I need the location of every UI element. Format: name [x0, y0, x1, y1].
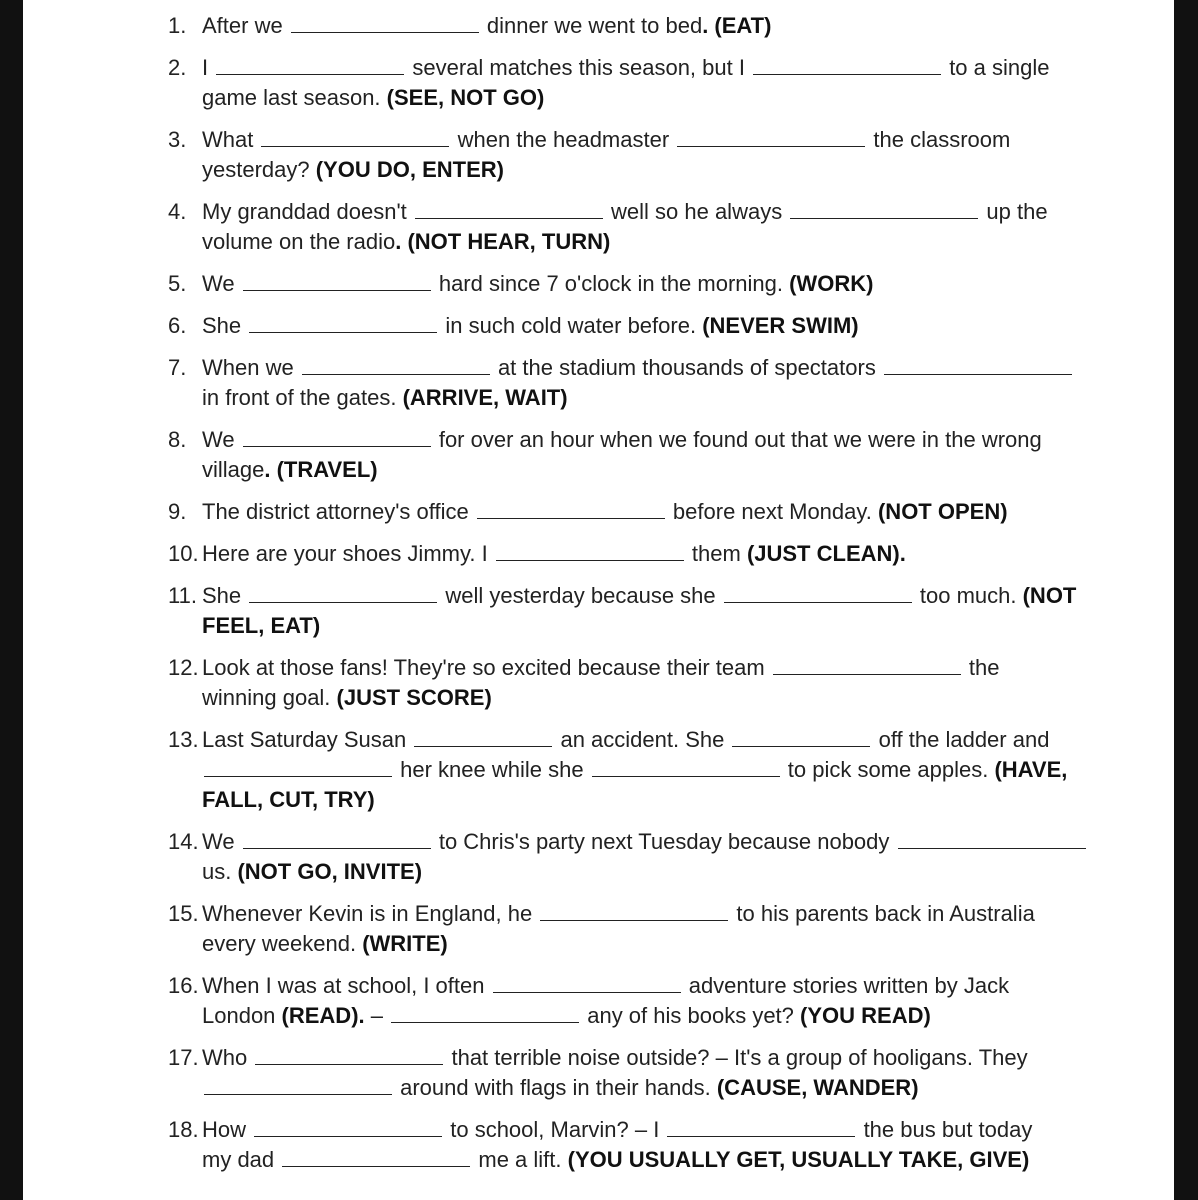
sentence-text: How: [202, 1117, 253, 1142]
exercise-item: [168, 581, 1088, 641]
item-number: 8.: [168, 427, 187, 452]
exercise-list: [168, 11, 1088, 1187]
verb-hint: (WRITE): [362, 931, 448, 956]
item-line: [202, 683, 1088, 713]
item-line: [202, 611, 1088, 641]
verb-hint: (JUST SCORE): [336, 685, 492, 710]
sentence-text: that terrible noise outside? – It's a group of hooligans. They: [445, 1045, 1028, 1070]
answer-blank[interactable]: [261, 126, 449, 147]
sentence-text: to his parents back in Australia: [730, 901, 1035, 926]
verb-hint: . (EAT): [702, 13, 772, 38]
sentence-text: game last season.: [202, 85, 387, 110]
sentence-text: volume on the radio: [202, 229, 396, 254]
item-line: [202, 857, 1088, 887]
exercise-item: [168, 353, 1088, 413]
verb-hint: . (TRAVEL): [264, 457, 378, 482]
item-line: [202, 353, 1088, 383]
sentence-text: in front of the gates.: [202, 385, 403, 410]
item-line: [202, 929, 1088, 959]
sentence-text: She: [202, 313, 248, 338]
answer-blank[interactable]: [592, 756, 780, 777]
exercise-item: [168, 197, 1088, 257]
verb-hint: (JUST CLEAN).: [746, 541, 906, 566]
item-line: [202, 497, 1088, 527]
sentence-text: her knee while she: [394, 757, 590, 782]
answer-blank[interactable]: [773, 654, 961, 675]
exercise-item: [168, 899, 1088, 959]
answer-blank[interactable]: [477, 498, 665, 519]
exercise-item: [168, 425, 1088, 485]
sentence-text: What: [202, 127, 260, 152]
item-number: 18.: [168, 1117, 199, 1142]
answer-blank[interactable]: [414, 726, 552, 747]
sentence-text: to Chris's party next Tuesday because nobody: [432, 829, 896, 854]
answer-blank[interactable]: [282, 1146, 470, 1167]
verb-hint: (YOU USUALLY GET, USUALLY TAKE, GIVE): [567, 1147, 1030, 1172]
answer-blank[interactable]: [255, 1044, 443, 1065]
item-number: 11.: [168, 583, 197, 608]
item-line: [202, 653, 1088, 683]
item-line: [202, 455, 1088, 485]
answer-blank[interactable]: [291, 12, 479, 33]
sentence-text: London: [202, 1003, 282, 1028]
sentence-text: I: [202, 55, 215, 80]
item-number: 14.: [168, 829, 199, 854]
item-line: [202, 11, 1088, 41]
item-line: [202, 971, 1088, 1001]
answer-blank[interactable]: [243, 426, 431, 447]
item-line: [202, 83, 1088, 113]
verb-hint: (NEVER SWIM): [702, 313, 859, 338]
sentence-text: to a single: [943, 55, 1050, 80]
sentence-text: several matches this season, but I: [406, 55, 752, 80]
item-line: [202, 197, 1088, 227]
verb-hint: FALL, CUT, TRY): [202, 787, 375, 812]
answer-blank[interactable]: [884, 354, 1072, 375]
verb-hint: (HAVE,: [994, 757, 1068, 782]
verb-hint: . (NOT HEAR, TURN): [395, 229, 611, 254]
sentence-text: off the ladder and: [872, 727, 1050, 752]
answer-blank[interactable]: [249, 312, 437, 333]
sentence-text: us.: [202, 859, 238, 884]
exercise-item: [168, 497, 1088, 527]
answer-blank[interactable]: [493, 972, 681, 993]
item-number: 10.: [168, 541, 199, 566]
sentence-text: to pick some apples.: [781, 757, 995, 782]
answer-blank[interactable]: [415, 198, 603, 219]
sentence-text: Look at those fans! They're so excited because their team: [202, 655, 771, 680]
item-line: [202, 827, 1088, 857]
item-number: 12.: [168, 655, 199, 680]
exercise-item: [168, 11, 1088, 41]
sentence-text: at the stadium thousands of spectators: [491, 355, 882, 380]
sentence-text: to school, Marvin? – I: [444, 1117, 666, 1142]
sentence-text: We: [202, 271, 241, 296]
verb-hint: (SEE, NOT GO): [386, 85, 545, 110]
answer-blank[interactable]: [243, 828, 431, 849]
sentence-text: When I was at school, I often: [202, 973, 491, 998]
item-line: [202, 785, 1088, 815]
answer-blank[interactable]: [302, 354, 490, 375]
exercise-item: [168, 971, 1088, 1031]
item-line: [202, 539, 1088, 569]
exercise-item: [168, 311, 1088, 341]
item-number: 17.: [168, 1045, 199, 1070]
item-line: [202, 899, 1088, 929]
sentence-text: an accident. She: [554, 727, 731, 752]
exercise-item: [168, 539, 1088, 569]
exercise-item: [168, 53, 1088, 113]
sentence-text: my dad: [202, 1147, 281, 1172]
item-line: [202, 125, 1088, 155]
answer-blank[interactable]: [677, 126, 865, 147]
sentence-text: We: [202, 829, 241, 854]
item-number: 15.: [168, 901, 199, 926]
item-line: [202, 755, 1088, 785]
answer-blank[interactable]: [667, 1116, 855, 1137]
item-number: 16.: [168, 973, 199, 998]
verb-hint: (NOT: [1022, 583, 1077, 608]
item-number: 9.: [168, 499, 187, 524]
sentence-text: We: [202, 427, 241, 452]
sentence-text: when the headmaster: [451, 127, 676, 152]
sentence-text: winning goal.: [202, 685, 337, 710]
sentence-text: me a lift.: [472, 1147, 568, 1172]
item-line: [202, 383, 1088, 413]
item-line: [202, 1145, 1088, 1175]
item-line: [202, 311, 1088, 341]
sentence-text: around with flags in their hands.: [394, 1075, 717, 1100]
verb-hint: FEEL, EAT): [202, 613, 321, 638]
sentence-text: Who: [202, 1045, 254, 1070]
exercise-item: [168, 1043, 1088, 1103]
sentence-text: too much.: [913, 583, 1023, 608]
answer-blank[interactable]: [254, 1116, 442, 1137]
verb-hint: (NOT GO, INVITE): [237, 859, 423, 884]
exercise-item: [168, 1115, 1088, 1175]
answer-blank[interactable]: [898, 828, 1086, 849]
verb-hint: (YOU READ): [800, 1003, 931, 1028]
sentence-text: them: [685, 541, 747, 566]
item-line: [202, 425, 1088, 455]
answer-blank[interactable]: [732, 726, 870, 747]
sentence-text: well so he always: [604, 199, 789, 224]
answer-blank[interactable]: [243, 270, 431, 291]
sentence-text: Last Saturday Susan: [202, 727, 413, 752]
answer-blank[interactable]: [496, 540, 684, 561]
item-number: 6.: [168, 313, 187, 338]
item-line: [202, 1115, 1088, 1145]
sentence-text: After we: [202, 13, 289, 38]
item-line: [202, 53, 1088, 83]
sentence-text: Whenever Kevin is in England, he: [202, 901, 539, 926]
exercise-item: [168, 269, 1088, 299]
sentence-text: –: [370, 1003, 390, 1028]
item-line: [202, 1073, 1088, 1103]
sentence-text: in such cold water before.: [439, 313, 703, 338]
sentence-text: hard since 7 o'clock in the morning.: [432, 271, 790, 296]
item-line: [202, 725, 1088, 755]
answer-blank[interactable]: [540, 900, 728, 921]
sentence-text: before next Monday.: [666, 499, 878, 524]
item-number: 13.: [168, 727, 199, 752]
sentence-text: village: [202, 457, 265, 482]
answer-blank[interactable]: [724, 582, 912, 603]
sentence-text: the: [962, 655, 1000, 680]
verb-hint: (READ).: [281, 1003, 371, 1028]
verb-hint: (WORK): [789, 271, 874, 296]
item-line: [202, 155, 1088, 185]
answer-blank[interactable]: [391, 1002, 579, 1023]
item-number: 4.: [168, 199, 187, 224]
verb-hint: (YOU DO, ENTER): [315, 157, 504, 182]
sentence-text: adventure stories written by Jack: [682, 973, 1010, 998]
sentence-text: well yesterday because she: [439, 583, 722, 608]
answer-blank[interactable]: [753, 54, 941, 75]
answer-blank[interactable]: [790, 198, 978, 219]
exercise-item: [168, 725, 1088, 815]
answer-blank[interactable]: [204, 756, 392, 777]
sentence-text: yesterday?: [202, 157, 316, 182]
sentence-text: The district attorney's office: [202, 499, 475, 524]
exercise-item: [168, 827, 1088, 887]
item-line: [202, 1043, 1088, 1073]
verb-hint: (ARRIVE, WAIT): [402, 385, 568, 410]
sentence-text: any of his books yet?: [581, 1003, 801, 1028]
sentence-text: the bus but today: [857, 1117, 1033, 1142]
item-number: 2.: [168, 55, 187, 80]
worksheet-page: [23, 0, 1174, 1200]
sentence-text: When we: [202, 355, 300, 380]
sentence-text: She: [202, 583, 248, 608]
item-line: [202, 269, 1088, 299]
answer-blank[interactable]: [204, 1074, 392, 1095]
item-line: [202, 1001, 1088, 1031]
sentence-text: the classroom: [867, 127, 1011, 152]
item-line: [202, 581, 1088, 611]
verb-hint: (NOT OPEN): [877, 499, 1008, 524]
sentence-text: dinner we went to bed: [480, 13, 703, 38]
exercise-item: [168, 125, 1088, 185]
item-number: 1.: [168, 13, 187, 38]
sentence-text: for over an hour when we found out that we were in the wrong: [432, 427, 1042, 452]
item-line: [202, 227, 1088, 257]
item-number: 7.: [168, 355, 187, 380]
item-number: 5.: [168, 271, 187, 296]
sentence-text: Here are your shoes Jimmy. I: [202, 541, 494, 566]
sentence-text: every weekend.: [202, 931, 363, 956]
verb-hint: (CAUSE, WANDER): [716, 1075, 919, 1100]
exercise-item: [168, 653, 1088, 713]
sentence-text: My granddad doesn't: [202, 199, 413, 224]
item-number: 3.: [168, 127, 187, 152]
answer-blank[interactable]: [249, 582, 437, 603]
answer-blank[interactable]: [216, 54, 404, 75]
sentence-text: up the: [980, 199, 1048, 224]
